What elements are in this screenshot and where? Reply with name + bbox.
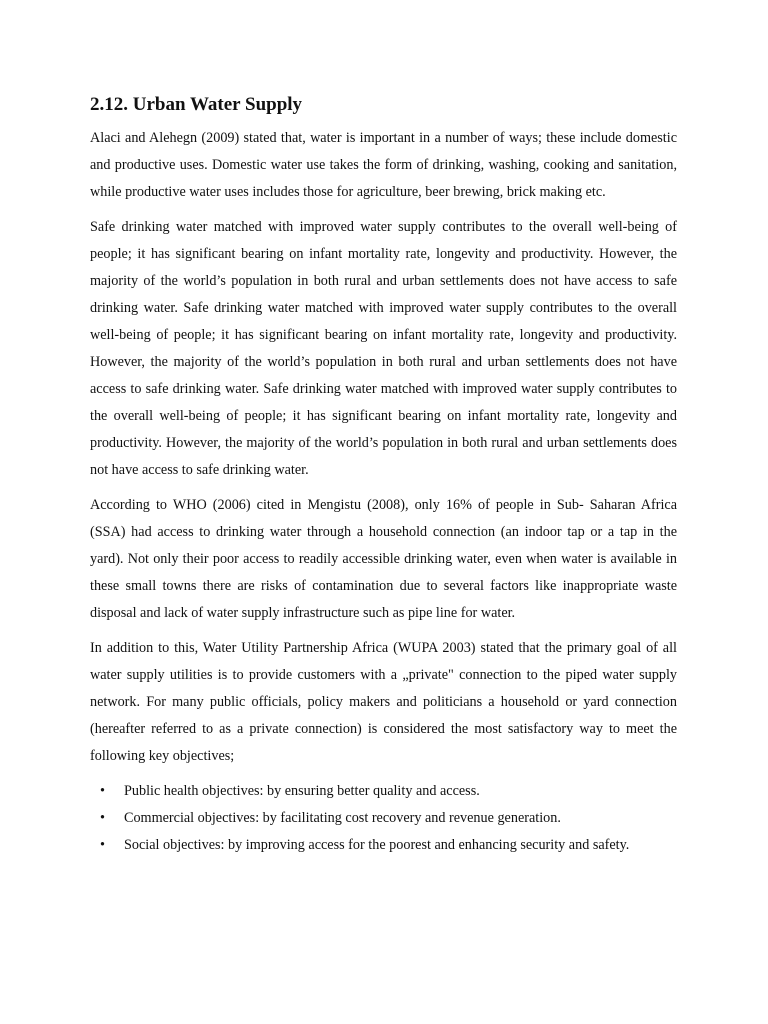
section-heading: 2.12. Urban Water Supply: [90, 94, 303, 115]
paragraph-intro: Alaci and Alehegn (2009) stated that, water is important in a number of ways; these include domestic and productive uses. Domestic water use takes the form of drinking, washing, cooking and sanitation, while productive water uses includes those for agriculture, beer brewing, brick making etc.: [90, 130, 677, 200]
paragraph-safe-water: Safe drinking water matched with improved water supply contributes to the overall well-being of people; it has significant bearing on infant mortality rate, longevity and productivity. However, the majority of the world’s population in both rural and urban settlements does not have access to safe drinking water. Safe drinking water matched with improved water supply contributes to the overall well-being of people; it has significant bearing on infant mortality rate, longevity and productivity. However, the majority of the world’s population in both rural and urban settlements does not have access to safe drinking water. Safe drinking water matched with improved water supply contributes to the overall well-being of people; it has significant bearing on infant mortality rate, longevity and productivity. However, the majority of the world’s population in both rural and urban settlements does not have access to safe drinking water.: [90, 219, 677, 478]
paragraph-who-ssa: According to WHO (2006) cited in Mengistu (2008), only 16% of people in Sub- Saharan Africa (SSA) had access to drinking water through a household connection (an indoor tap or a tap in the yard). Not only their poor access to readily accessible drinking water, even when water is available in these small towns there are risks of contamination due to several factors like inappropriate waste disposal and lack of water supply infrastructure such as pipe line for water.: [90, 497, 677, 621]
list-item: [90, 778, 677, 805]
paragraph-wupa: In addition to this, Water Utility Partnership Africa (WUPA 2003) stated that the primary goal of all water supply utilities is to provide customers with a „private" connection to the piped water supply network. For many public officials, policy makers and politicians a household or yard connection (hereafter referred to as a private connection) is considered the most satisfactory way to meet the following key objectives;: [90, 640, 677, 764]
document-page: [90, 92, 677, 859]
objectives-list: [90, 778, 677, 859]
list-item-text: Commercial objectives: by facilitating cost recovery and revenue generation.: [124, 810, 561, 826]
bullet-icon: •: [100, 837, 105, 853]
list-item-text: Social objectives: by improving access for the poorest and enhancing security and safety.: [124, 837, 630, 853]
list-item: [90, 805, 677, 832]
list-item: [90, 832, 677, 859]
list-item-text: Public health objectives: by ensuring better quality and access.: [124, 783, 480, 799]
bullet-icon: •: [100, 810, 105, 826]
bullet-icon: •: [100, 783, 105, 799]
